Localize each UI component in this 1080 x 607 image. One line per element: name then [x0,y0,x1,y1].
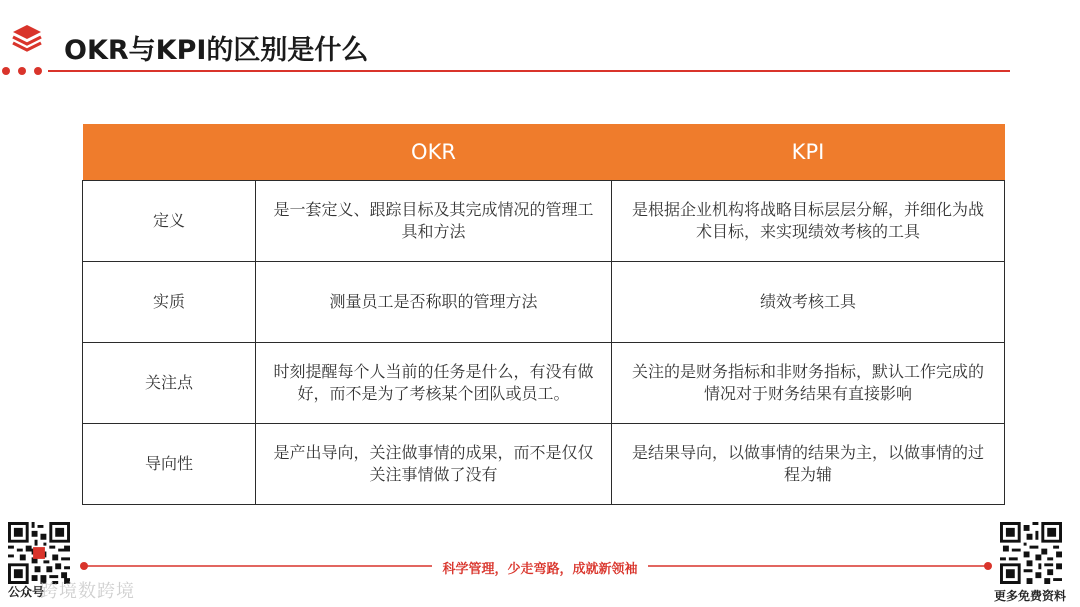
row-label: 关注点 [83,343,256,424]
okr-cell: 测量员工是否称职的管理方法 [256,262,612,343]
left-qr-caption: 公众号 [8,585,45,599]
kpi-cell: 关注的是财务指标和非财务指标，默认工作完成的情况对于财务结果有直接影响 [612,343,1005,424]
okr-cell: 时刻提醒每个人当前的任务是什么，有没有做好，而不是为了考核某个团队或员工。 [256,343,612,424]
comparison-table [82,124,1005,505]
footer-slogan [0,558,1080,577]
page-title: OKR与KPI的区别是什么 [64,35,369,66]
row-label: 实质 [83,262,256,343]
header-cell-okr: OKR [256,124,612,181]
okr-cell: 是产出导向，关注做事情的成果，而不是仅仅关注事情做了没有 [256,424,612,505]
table-row [83,262,1005,343]
kpi-cell: 是结果导向，以做事情的结果为主，以做事情的过程为辅 [612,424,1005,505]
title-divider [0,64,1010,78]
right-qr-caption: 更多免费资料 [994,589,1067,603]
header-cell-empty [83,124,256,181]
row-label: 定义 [83,181,256,262]
footer-slogan-text: 科学管理，少走弯路，成就新领袖 [432,562,647,577]
qr-code-icon [1000,522,1062,584]
table-row [83,343,1005,424]
okr-cell: 是一套定义、跟踪目标及其完成情况的管理工具和方法 [256,181,612,262]
row-label: 导向性 [83,424,256,505]
watermark-text: 跨境数跨境 [40,581,135,602]
table-row [83,181,1005,262]
header-cell-kpi: KPI [612,124,1005,181]
table-header-row [83,124,1005,181]
table-row [83,424,1005,505]
kpi-cell: 是根据企业机构将战略目标层层分解，并细化为战术目标，来实现绩效考核的工具 [612,181,1005,262]
stacked-layers-logo-icon [10,22,44,56]
kpi-cell: 绩效考核工具 [612,262,1005,343]
